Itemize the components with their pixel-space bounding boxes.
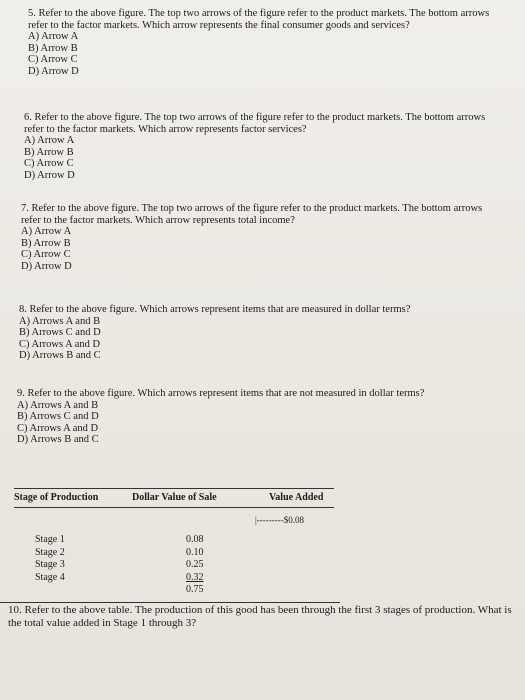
question-stem: 8. Refer to the above figure. Which arrows represent items that are measured in dollar terms? — [19, 304, 411, 315]
option-a: A) Arrows A and B — [17, 399, 99, 411]
question-stem: 9. Refer to the above figure. Which arrows represent items that are not measured in dollar terms? — [17, 388, 425, 399]
option-b: B) Arrow B — [24, 146, 74, 158]
divider-line — [0, 602, 340, 603]
value-added-entry: |---------$0.08 — [255, 515, 305, 525]
option-b: B) Arrows C and D — [19, 327, 101, 339]
option-a: A) Arrow A — [21, 226, 72, 238]
stage-label: Stage 4 — [35, 571, 65, 583]
option-a: A) Arrow A — [24, 135, 75, 147]
option-d: D) Arrows B and C — [17, 434, 99, 446]
question-stem: 5. Refer to the above figure. The top two arrows of the figure refer to the product markets. The bottom arrows refer to the factor markets. Which arrow represents the final consumer goods and services? — [28, 8, 490, 31]
option-d: D) Arrow D — [24, 169, 75, 181]
stage-value: 0.08 — [186, 534, 204, 545]
question-6 — [24, 112, 504, 182]
question-9 — [17, 388, 497, 446]
total-value: 0.75 — [186, 584, 204, 595]
bleed-through-text: . — [330, 60, 333, 70]
option-b: B) Arrow B — [21, 237, 71, 249]
production-table-header — [14, 488, 334, 508]
option-c: C) Arrows A and D — [19, 338, 101, 350]
header-dollar-value: Dollar Value of Sale — [132, 492, 217, 503]
stage-value: 0.25 — [186, 559, 204, 570]
option-d: D) Arrow D — [28, 65, 79, 77]
option-c: C) Arrow C — [21, 249, 71, 261]
option-d: D) Arrow D — [21, 260, 72, 272]
option-b: B) Arrows C and D — [17, 411, 99, 423]
question-stem: 6. Refer to the above figure. The top two arrows of the figure refer to the product markets. The bottom arrows refer to the factor markets. Which arrow represents factor services? — [24, 112, 486, 135]
question-7 — [21, 203, 501, 273]
option-b: B) Arrow B — [28, 42, 78, 54]
option-d: D) Arrows B and C — [19, 350, 101, 362]
option-a: A) Arrow A — [28, 31, 79, 43]
header-stage: Stage of Production — [14, 492, 99, 503]
option-c: C) Arrows A and D — [17, 422, 99, 434]
option-a: A) Arrows A and B — [19, 315, 101, 327]
option-c: C) Arrow C — [28, 54, 78, 66]
question-10: 10. Refer to the above table. The production of this good has been through the first 3 stages of production. What is the total value added in Stage 1 through 3? — [8, 604, 512, 629]
stage-value: 0.32 — [186, 571, 204, 583]
question-8 — [19, 304, 499, 362]
stage-label: Stage 1 — [35, 534, 65, 545]
question-5 — [28, 8, 498, 78]
question-stem: 7. Refer to the above figure. The top two arrows of the figure refer to the product markets. The bottom arrows refer to the factor markets. Which arrow represents total income? — [21, 203, 483, 226]
option-c: C) Arrow C — [24, 158, 74, 170]
stage-label: Stage 2 — [35, 546, 65, 558]
stage-column — [35, 534, 65, 584]
stage-value: 0.10 — [186, 546, 204, 558]
stage-label: Stage 3 — [35, 559, 65, 570]
dollar-value-column — [186, 534, 204, 597]
header-value-added: Value Added — [269, 492, 324, 503]
